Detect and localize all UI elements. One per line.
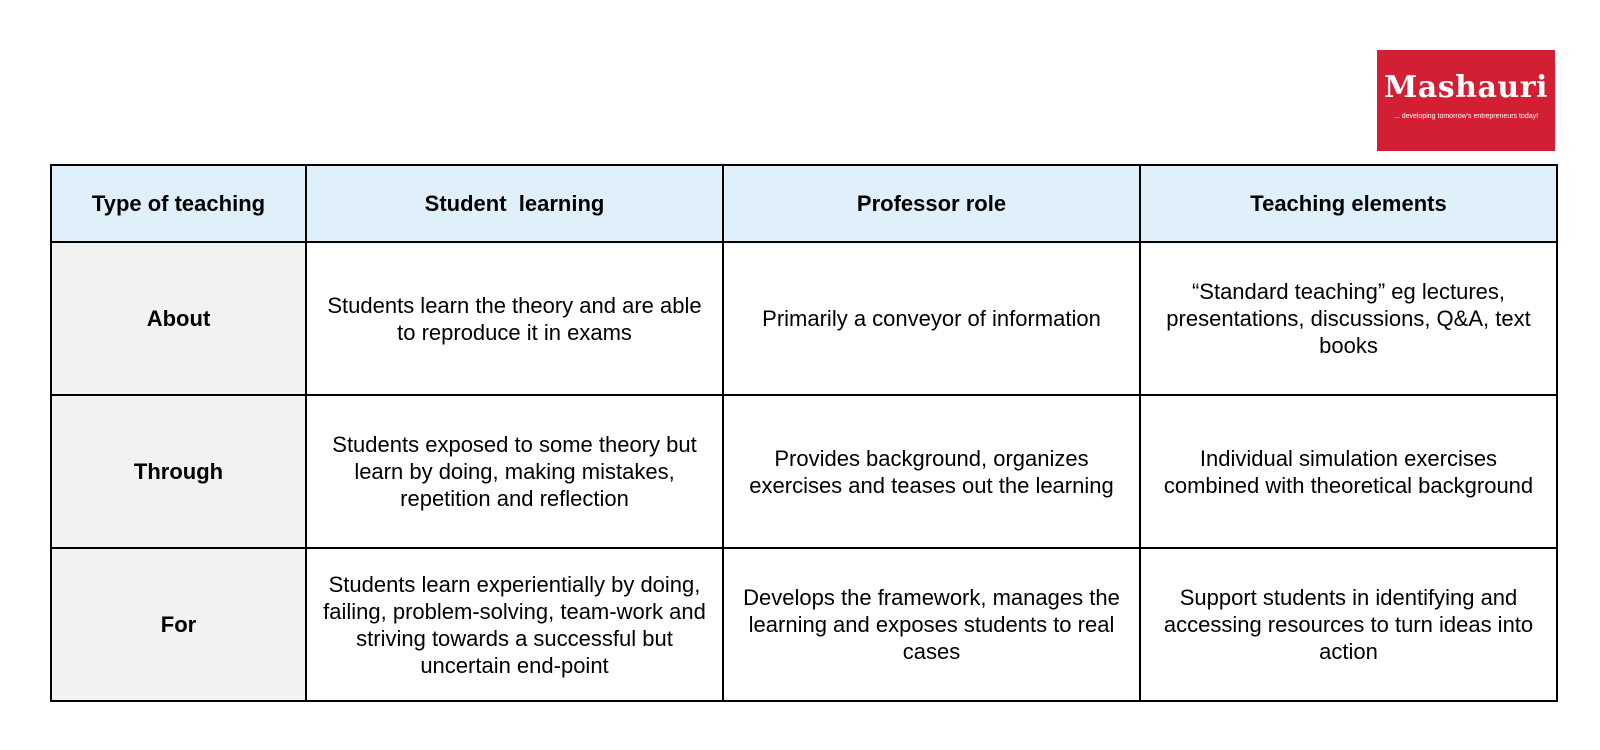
row-type-through: Through [51, 395, 306, 548]
cell-professor-role: Develops the framework, manages the learning and exposes students to real cases [723, 548, 1140, 701]
table-row [51, 242, 1557, 395]
header-student-learning: Student learning [306, 165, 723, 242]
cell-professor-role: Primarily a conveyor of information [723, 242, 1140, 395]
logo-name: Mashauri [1384, 70, 1548, 105]
cell-professor-role: Provides background, organizes exercises and teases out the learning [723, 395, 1140, 548]
header-type-of-teaching: Type of teaching [51, 165, 306, 242]
cell-teaching-elements: “Standard teaching” eg lectures, presentations, discussions, Q&A, text books [1140, 242, 1557, 395]
cell-student-learning: Students exposed to some theory but learn by doing, making mistakes, repetition and reflection [306, 395, 723, 548]
cell-teaching-elements: Individual simulation exercises combined with theoretical background [1140, 395, 1557, 548]
mashauri-logo [1377, 50, 1555, 151]
table-row [51, 548, 1557, 701]
teaching-types-table [50, 164, 1558, 702]
cell-student-learning: Students learn the theory and are able to reproduce it in exams [306, 242, 723, 395]
header-teaching-elements: Teaching elements [1140, 165, 1557, 242]
row-type-about: About [51, 242, 306, 395]
row-type-for: For [51, 548, 306, 701]
cell-student-learning: Students learn experientially by doing, failing, problem-solving, team-work and striving towards a successful but uncertain end-point [306, 548, 723, 701]
logo-tagline: ... developing tomorrow's entrepreneurs today! [1393, 113, 1539, 120]
table-header-row [51, 165, 1557, 242]
table-row [51, 395, 1557, 548]
cell-teaching-elements: Support students in identifying and accessing resources to turn ideas into action [1140, 548, 1557, 701]
header-professor-role: Professor role [723, 165, 1140, 242]
